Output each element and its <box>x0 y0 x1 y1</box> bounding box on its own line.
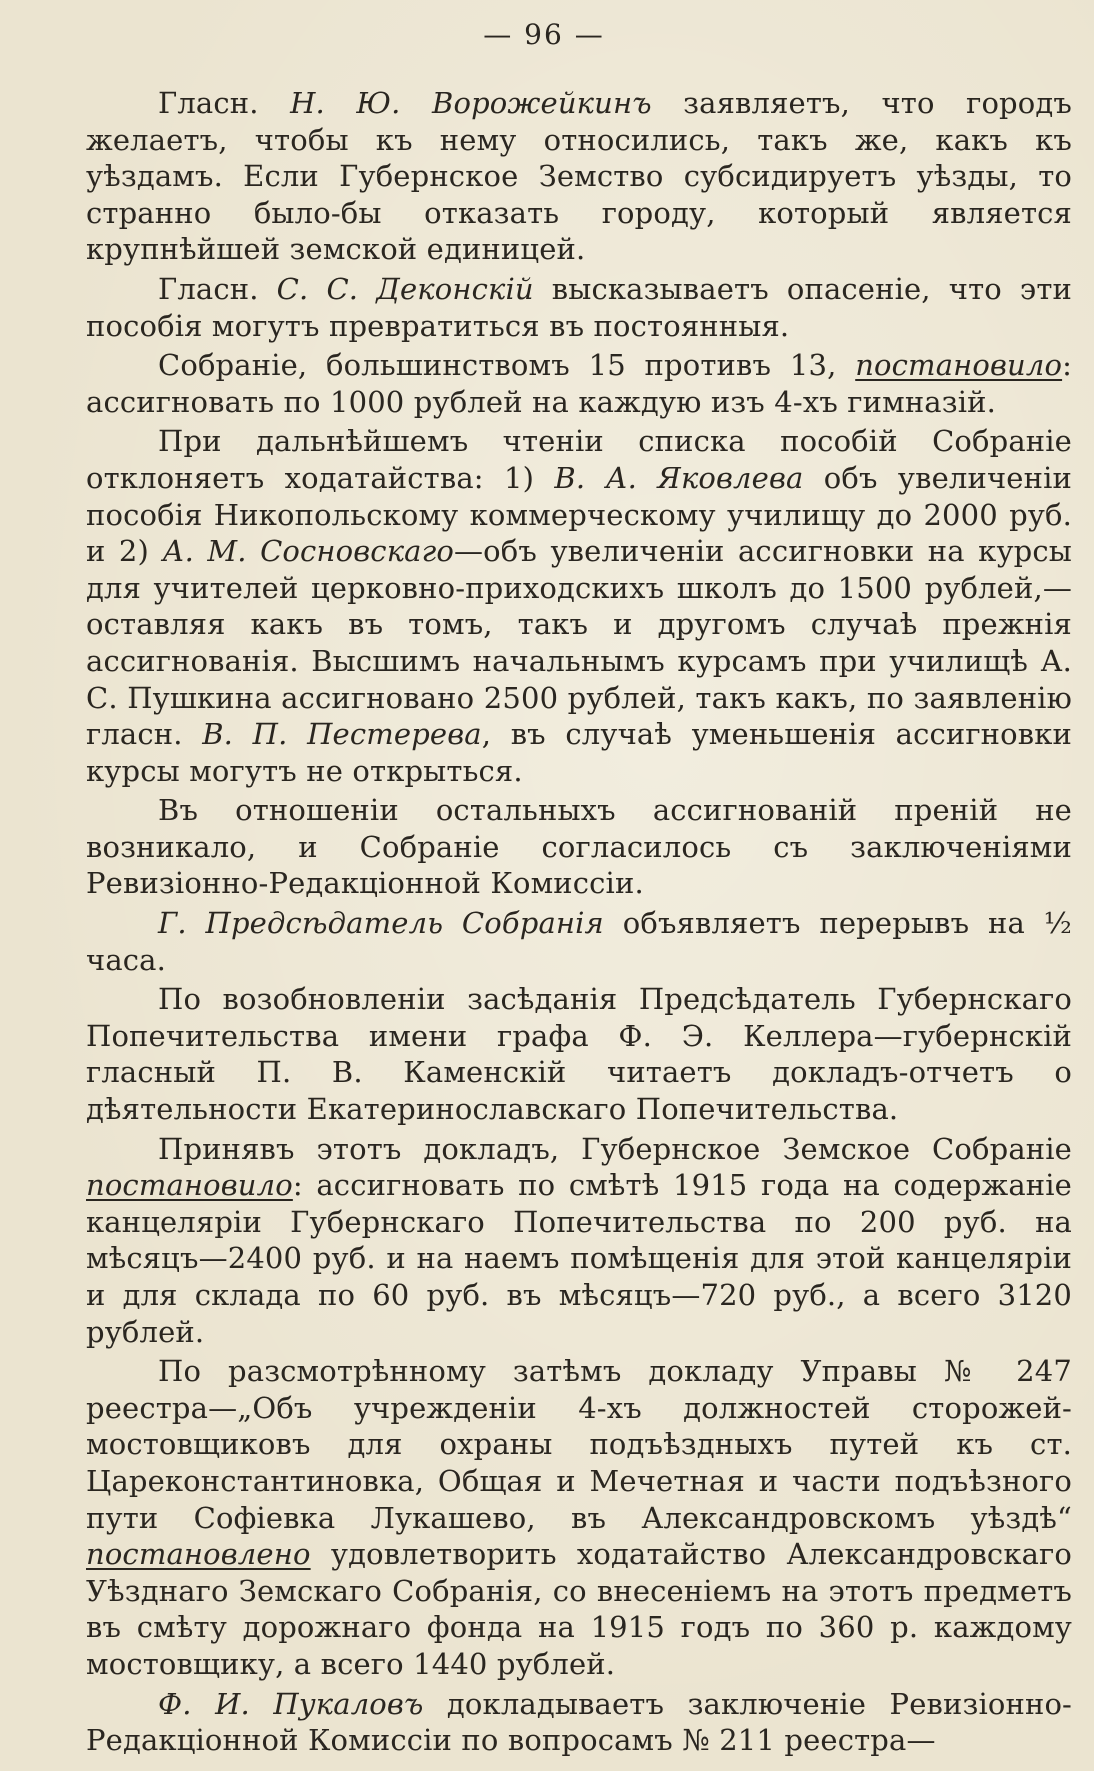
text-run: Въ отношеніи остальныхъ ассигнованій преній не возникало, и Собраніе согласилось съ заключеніями Ревизіонно-Редакціонной Комиссіи. <box>86 793 1072 901</box>
text-run: : ассигновать по смѣтѣ 1915 года на содержаніе канцеляріи Губернскаго Попечительства по 200 руб. на мѣсяцъ—2400 руб. и на наемъ помѣщенія для этой канцеляріи и для склада по 60 руб. въ мѣсяцъ—720 руб., а всего 3120 рублей. <box>86 1168 1072 1349</box>
text-run: Гласн. <box>158 271 277 306</box>
paragraph <box>86 905 1072 978</box>
paragraph <box>86 85 1072 268</box>
paragraph <box>86 1353 1072 1682</box>
text-run: объявляетъ перерывъ на ½ часа. <box>86 906 1073 977</box>
italic-run: Н. Ю. Ворожейкинъ <box>290 86 652 120</box>
text-run: Принявъ этотъ докладъ, Губернское Земское Собраніе <box>158 1131 1072 1166</box>
text-run: удовлетворить ходатайство Александровскаго Уѣзднаго Земскаго Собранія, со внесеніемъ на этотъ предметъ въ смѣту дорожнаго фонда на 1915 годъ по 360 р. каждому мостовщику, а всего 1440 рублей. <box>86 1537 1072 1681</box>
text-run: По возобновленіи засѣданія Предсѣдатель Губернскаго Попечительства имени графа Ф. Э. Келлера—губернскій гласный П. В. Каменскій читаетъ докладъ-отчетъ о дѣятельности Екатеринославскаго Попечительства. <box>86 982 1072 1127</box>
paragraph <box>86 792 1072 902</box>
text-run: заявляетъ, что городъ желаетъ, чтобы къ нему относились, такъ же, какъ къ уѣздамъ. Если Губернское Земство субсидируетъ уѣзды, то странно было-бы отказать городу, который является крупнѣйшей земской единицей. <box>86 86 1072 267</box>
italic-run: Г. Предсѣдатель Собранія <box>158 906 604 941</box>
italic-run: С. С. Деконскій <box>276 271 534 306</box>
page-number: — 96 — <box>483 18 605 51</box>
italic-run: постановило <box>86 1168 293 1203</box>
text-run: : ассигновать по 1000 рублей на каждую изъ 4-хъ гимназій. <box>86 348 1072 419</box>
text-run: объ увеличеніи пособія Никопольскому коммерческому училищу до 2000 руб. и 2) <box>86 460 1072 569</box>
text-run: , въ случаѣ уменьшенія ассигновки курсы могутъ не открыться. <box>86 717 1072 788</box>
text-run: Собраніе, большинствомъ 15 противъ 13, <box>158 348 856 383</box>
paragraph <box>86 271 1072 344</box>
text-run: докладываетъ заключеніе Ревизіонно-Редакціонной Комиссіи по вопросамъ № 211 реестра— <box>86 1686 1073 1758</box>
italic-run: В. А. Яковлева <box>554 460 804 495</box>
body-text <box>86 85 1072 1759</box>
text-run: Гласн. <box>158 86 291 120</box>
text-run: По разсмотрѣнному затѣмъ докладу Управы № 247 реестра—„Объ учрежденіи 4-хъ должностей сторожей-мостовщиковъ для охраны подъѣздныхъ путей къ ст. Цареконстантиновка, Общая и Мечетная и части подъѣзного пути Софіевка Лукашево, въ Александровскомъ уѣздѣ“ <box>86 1354 1072 1535</box>
text-run: высказываетъ опасеніе, что эти пособія могутъ превратиться въ постоянныя. <box>86 271 1072 343</box>
text-run: —объ увеличеніи ассигновки на курсы для учителей церковно-приходскихъ школъ до 1500 рублей,—оставляя какъ въ томъ, такъ и другомъ случаѣ прежнія ассигнованія. Высшимъ начальнымъ курсамъ при училищѣ А. С. Пушкина ассигновано 2500 рублей, такъ какъ, по заявленію гласн. <box>86 534 1073 752</box>
italic-run: Ф. И. Пукаловъ <box>158 1686 424 1721</box>
paragraph <box>86 423 1072 789</box>
paragraph <box>86 1686 1072 1759</box>
paragraph <box>86 981 1072 1127</box>
paragraph <box>86 347 1072 420</box>
italic-run: постановило <box>855 348 1063 383</box>
paragraph <box>86 1131 1072 1351</box>
italic-run: В. П. Пестерева <box>202 717 482 752</box>
italic-run: постановлено <box>86 1537 311 1572</box>
italic-run: А. М. Сосновскаго <box>162 534 455 569</box>
text-run: При дальнѣйшемъ чтеніи списка пособій Собраніе отклоняетъ ходатайства: 1) <box>86 424 1072 495</box>
